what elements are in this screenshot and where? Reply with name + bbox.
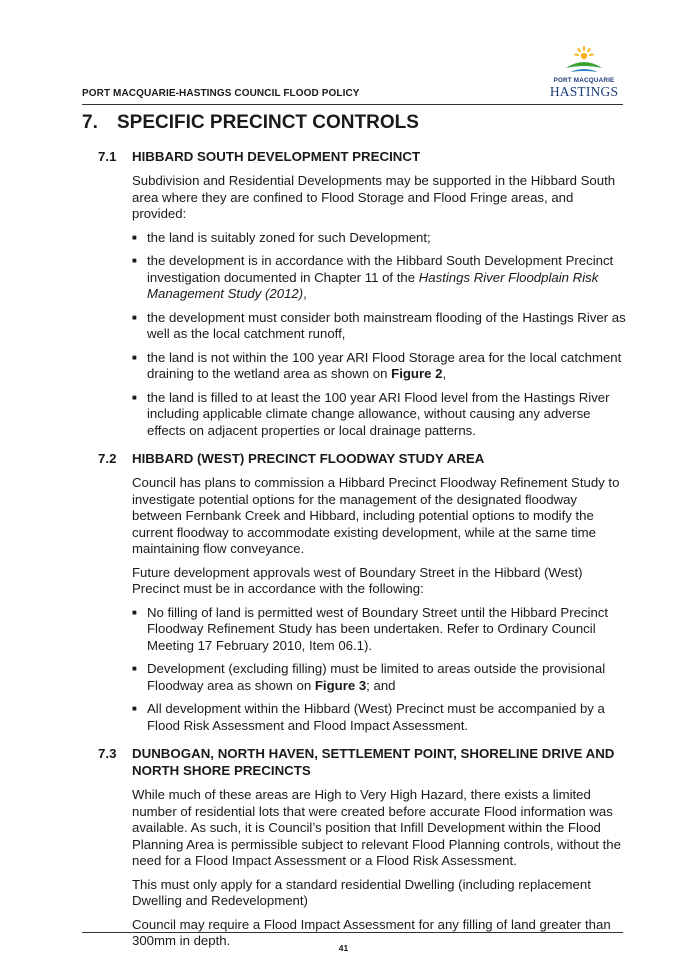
subsection-title: HIBBARD SOUTH DEVELOPMENT PRECINCT (132, 149, 421, 164)
list-item: ■ the land is filled to at least the 100 year ARI Flood level from the Hastings River including applicable climate change allowance, without causing any adverse effects on adjacent properties or local drainage patterns. (132, 389, 610, 438)
subsection-title: HIBBARD (WEST) PRECINCT FLOODWAY STUDY AREA (132, 451, 485, 466)
bullet-square-icon: ■ (132, 256, 137, 265)
footer-divider (82, 932, 623, 933)
list-item: ■ All development within the Hibbard (West) Precinct must be accompanied by a Flood Risk Assessment and Flood Impact Assessment. (132, 701, 605, 733)
section-title: SPECIFIC PRECINCT CONTROLS (117, 112, 419, 133)
logo-text-top: PORT MACQUARIE (553, 77, 615, 84)
bullet-square-icon: ■ (132, 704, 137, 713)
subsection-7-2 (98, 450, 627, 734)
sun-hill-logo-icon (562, 44, 606, 76)
council-logo (548, 44, 620, 100)
paragraph: Council has plans to commission a Hibbard Precinct Floodway Refinement Study to investigate potential options for the management of the designated floodway between Fernbank Creek and Hibbard, including potential options to modify the current floodway to accommodate existing development, while at the same time maintaining flow conveyance. (132, 475, 620, 556)
bullet-list (132, 230, 627, 440)
header-divider (82, 104, 623, 105)
paragraph: Council may require a Flood Impact Assessment for any filling of land greater than 300mm in depth. (132, 916, 611, 948)
subsection-number: 7.1 (98, 149, 117, 164)
list-item: ■ the land is not within the 100 year ARI Flood Storage area for the local catchment draining to the wetland area as shown on Figure 2, (132, 349, 622, 381)
subsection-title: DUNBOGAN, NORTH HAVEN, SETTLEMENT POINT, SHORELINE DRIVE AND NORTH SHORE PRECINCTS (132, 746, 615, 778)
paragraph: This must only apply for a standard residential Dwelling (including replacement Dwelling and Redevelopment) (132, 876, 591, 908)
bullet-list (132, 605, 627, 735)
page-number: 41 (338, 943, 349, 953)
bullet-square-icon: ■ (132, 352, 137, 362)
study-reference: Hastings River Floodplain Risk Management Study (2012) (147, 269, 599, 301)
section-heading (82, 112, 627, 134)
figure-reference: Figure 3 (314, 677, 367, 693)
logo-text-bottom: HASTINGS (549, 84, 619, 99)
bullet-square-icon: ■ (132, 392, 137, 402)
paragraph: Future development approvals west of Boundary Street in the Hibbard (West) Precinct must be in accordance with the following: (132, 564, 583, 596)
bullet-square-icon: ■ (132, 664, 137, 673)
list-item: ■ Development (excluding filling) must be limited to areas outside the provisional Floodway area as shown on Figure 3; and (132, 661, 606, 693)
header-title: PORT MACQUARIE-HASTINGS COUNCIL FLOOD POLICY (82, 88, 360, 99)
list-item: ■ the development is in accordance with the Hibbard South Development Precinct investigation documented in Chapter 11 of the Hastings River Floodplain Risk Management Study (2012), (132, 253, 614, 301)
list-item: ■ No filling of land is permitted west of Boundary Street until the Hibbard Precinct Floodway Refinement Study has been undertaken. Refer to Ordinary Council Meeting 17 February 2010, Item 06.1). (132, 604, 609, 653)
subsection-number: 7.2 (98, 451, 117, 466)
paragraph: While much of these areas are High to Very High Hazard, there exists a limited number of residential lots that were created before accurate Flood information was available. As such, it is Council’s position that Infill Development within the Flood Planning Area is permissible subject to relevant Flood Planning controls, without the need for a Flood Impact Assessment or a Flood Risk Assessment. (132, 787, 621, 868)
subsection-heading (98, 148, 627, 165)
bullet-square-icon: ■ (132, 607, 137, 617)
list-item: ■ the development must consider both mainstream flooding of the Hastings River as well as the local catchment runoff, (132, 309, 626, 341)
bullet-square-icon: ■ (132, 312, 137, 322)
paragraph: Subdivision and Residential Developments may be supported in the Hibbard South area where they are confined to Flood Storage and Flood Fringe areas, and provided: (132, 173, 616, 221)
subsection-heading (98, 450, 627, 467)
page-content (82, 112, 627, 957)
list-item: ■ the land is suitably zoned for such Development; (132, 229, 431, 245)
bullet-square-icon: ■ (132, 232, 137, 242)
section-number: 7. (82, 112, 98, 133)
subsection-number: 7.3 (98, 746, 117, 761)
subsection-7-1 (98, 148, 627, 439)
subsection-7-3 (98, 745, 627, 950)
figure-reference: Figure 2 (391, 366, 443, 381)
subsection-heading (98, 745, 627, 779)
